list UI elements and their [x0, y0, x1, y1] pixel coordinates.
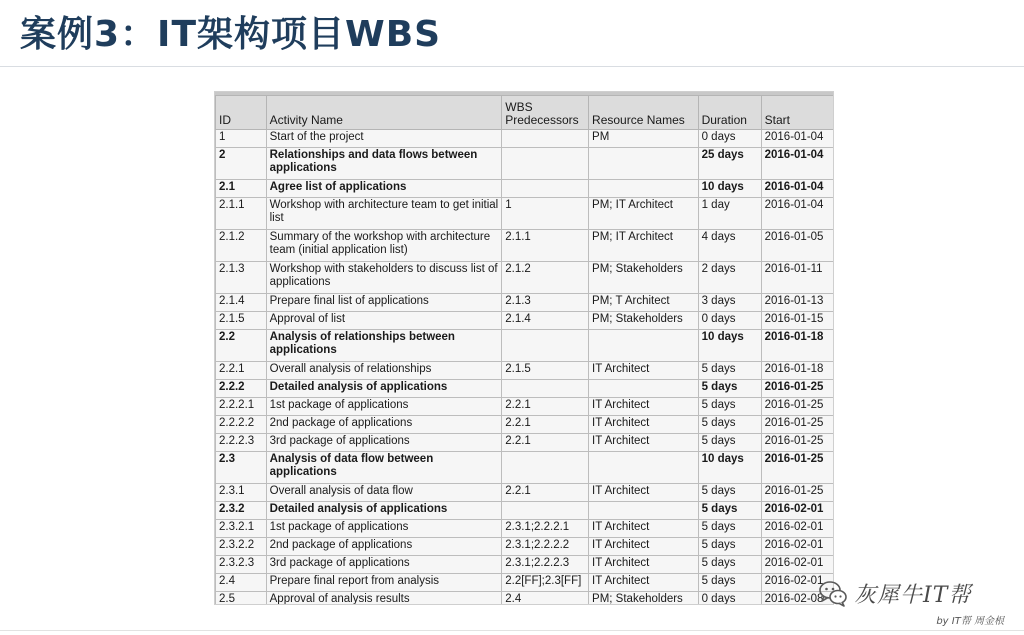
cell-activity-name: 3rd package of applications — [266, 434, 502, 452]
cell-predecessors: 2.2.1 — [502, 484, 589, 502]
cell-id: 2.2.2 — [216, 380, 267, 398]
cell-resource-names: IT Architect — [589, 574, 699, 592]
table-row — [216, 262, 834, 294]
table-row — [216, 416, 834, 434]
cell-predecessors: 2.3.1;2.2.2.1 — [502, 520, 589, 538]
cell-activity-name: Workshop with architecture team to get initial list — [266, 198, 502, 230]
cell-id: 2.2.1 — [216, 362, 267, 380]
cell-id: 2.1 — [216, 180, 267, 198]
author-byline: by IT帮 周金根 — [936, 616, 1004, 627]
cell-duration: 0 days — [698, 312, 761, 330]
cell-start: 2016-01-13 — [761, 294, 833, 312]
cell-start: 2016-01-25 — [761, 398, 833, 416]
cell-duration: 5 days — [698, 538, 761, 556]
cell-duration: 10 days — [698, 180, 761, 198]
cell-start: 2016-02-08 — [761, 592, 833, 606]
cell-start: 2016-01-25 — [761, 452, 833, 484]
cell-id: 1 — [216, 130, 267, 148]
cell-resource-names: IT Architect — [589, 484, 699, 502]
table-row — [216, 294, 834, 312]
cell-id: 2.3.2.1 — [216, 520, 267, 538]
cell-duration: 5 days — [698, 434, 761, 452]
cell-duration: 2 days — [698, 262, 761, 294]
table-body — [216, 130, 834, 606]
table-row — [216, 130, 834, 148]
cell-id: 2.1.3 — [216, 262, 267, 294]
cell-id: 2.2.2.1 — [216, 398, 267, 416]
cell-duration: 10 days — [698, 452, 761, 484]
cell-resource-names — [589, 180, 699, 198]
column-header-activity-name: Activity Name — [266, 96, 502, 130]
cell-duration: 5 days — [698, 362, 761, 380]
cell-duration: 5 days — [698, 520, 761, 538]
cell-resource-names — [589, 380, 699, 398]
cell-activity-name: Prepare final report from analysis — [266, 574, 502, 592]
cell-predecessors — [502, 452, 589, 484]
cell-duration: 5 days — [698, 556, 761, 574]
cell-start: 2016-01-25 — [761, 416, 833, 434]
cell-id: 2.1.1 — [216, 198, 267, 230]
cell-start: 2016-02-01 — [761, 520, 833, 538]
cell-id: 2.3.2.3 — [216, 556, 267, 574]
table-row — [216, 502, 834, 520]
cell-activity-name: 3rd package of applications — [266, 556, 502, 574]
table-row — [216, 592, 834, 606]
cell-id: 2.3 — [216, 452, 267, 484]
cell-start: 2016-01-18 — [761, 330, 833, 362]
wbs-table — [215, 95, 834, 605]
cell-activity-name: Summary of the workshop with architecture team (initial application list) — [266, 230, 502, 262]
cell-id: 2.5 — [216, 592, 267, 606]
table-row — [216, 362, 834, 380]
cell-activity-name: 2nd package of applications — [266, 416, 502, 434]
column-header-id: ID — [216, 96, 267, 130]
cell-predecessors: 2.4 — [502, 592, 589, 606]
cell-resource-names: PM; Stakeholders — [589, 312, 699, 330]
cell-id: 2.2 — [216, 330, 267, 362]
cell-predecessors — [502, 330, 589, 362]
table-row — [216, 538, 834, 556]
table-row — [216, 452, 834, 484]
table-row — [216, 198, 834, 230]
cell-duration: 5 days — [698, 502, 761, 520]
cell-activity-name: Approval of list — [266, 312, 502, 330]
cell-predecessors: 2.1.2 — [502, 262, 589, 294]
slide-title: 案例3：IT架构项目WBS — [20, 14, 442, 55]
cell-start: 2016-02-01 — [761, 538, 833, 556]
cell-predecessors: 2.1.3 — [502, 294, 589, 312]
cell-start: 2016-01-04 — [761, 130, 833, 148]
cell-duration: 3 days — [698, 294, 761, 312]
cell-activity-name: Detailed analysis of applications — [266, 380, 502, 398]
cell-activity-name: Overall analysis of data flow — [266, 484, 502, 502]
cell-id: 2.3.1 — [216, 484, 267, 502]
cell-duration: 25 days — [698, 148, 761, 180]
cell-resource-names: PM; IT Architect — [589, 198, 699, 230]
cell-start: 2016-02-01 — [761, 502, 833, 520]
table-row — [216, 180, 834, 198]
cell-activity-name: 2nd package of applications — [266, 538, 502, 556]
cell-id: 2.3.2 — [216, 502, 267, 520]
table-row — [216, 330, 834, 362]
table-row — [216, 148, 834, 180]
cell-predecessors: 2.1.5 — [502, 362, 589, 380]
cell-resource-names: IT Architect — [589, 434, 699, 452]
cell-activity-name: Overall analysis of relationships — [266, 362, 502, 380]
cell-duration: 0 days — [698, 592, 761, 606]
table-row — [216, 380, 834, 398]
column-header-duration: Duration — [698, 96, 761, 130]
column-header-start: Start — [761, 96, 833, 130]
cell-activity-name: Workshop with stakeholders to discuss list of applications — [266, 262, 502, 294]
table-row — [216, 556, 834, 574]
cell-start: 2016-01-25 — [761, 484, 833, 502]
cell-predecessors — [502, 130, 589, 148]
cell-predecessors: 2.2.1 — [502, 398, 589, 416]
table-row — [216, 230, 834, 262]
cell-resource-names: IT Architect — [589, 538, 699, 556]
cell-predecessors: 2.1.1 — [502, 230, 589, 262]
cell-duration: 5 days — [698, 484, 761, 502]
cell-predecessors: 2.3.1;2.2.2.3 — [502, 556, 589, 574]
cell-duration: 5 days — [698, 398, 761, 416]
cell-resource-names: PM; IT Architect — [589, 230, 699, 262]
cell-start: 2016-01-04 — [761, 180, 833, 198]
cell-resource-names: IT Architect — [589, 520, 699, 538]
cell-start: 2016-01-05 — [761, 230, 833, 262]
cell-resource-names: IT Architect — [589, 556, 699, 574]
cell-predecessors: 2.2.1 — [502, 434, 589, 452]
title-divider — [0, 66, 1024, 67]
cell-resource-names: PM; T Architect — [589, 294, 699, 312]
cell-resource-names: IT Architect — [589, 398, 699, 416]
cell-start: 2016-01-04 — [761, 198, 833, 230]
cell-start: 2016-01-18 — [761, 362, 833, 380]
table-row — [216, 574, 834, 592]
table-row — [216, 434, 834, 452]
cell-start: 2016-01-15 — [761, 312, 833, 330]
cell-predecessors — [502, 148, 589, 180]
cell-start: 2016-02-01 — [761, 556, 833, 574]
table-row — [216, 520, 834, 538]
table-row — [216, 484, 834, 502]
watermark-text: 灰犀牛IT帮 — [854, 582, 972, 608]
cell-duration: 1 day — [698, 198, 761, 230]
cell-id: 2.1.2 — [216, 230, 267, 262]
cell-duration: 5 days — [698, 416, 761, 434]
cell-resource-names — [589, 330, 699, 362]
cell-activity-name: Prepare final list of applications — [266, 294, 502, 312]
cell-start: 2016-02-01 — [761, 574, 833, 592]
cell-duration: 4 days — [698, 230, 761, 262]
cell-start: 2016-01-25 — [761, 380, 833, 398]
cell-activity-name: Start of the project — [266, 130, 502, 148]
cell-id: 2.2.2.2 — [216, 416, 267, 434]
cell-start: 2016-01-11 — [761, 262, 833, 294]
cell-resource-names — [589, 452, 699, 484]
cell-id: 2.2.2.3 — [216, 434, 267, 452]
column-header-resource-names: Resource Names — [589, 96, 699, 130]
cell-predecessors: 2.2[FF];2.3[FF] — [502, 574, 589, 592]
cell-duration: 5 days — [698, 574, 761, 592]
cell-id: 2 — [216, 148, 267, 180]
bottom-divider — [0, 630, 1024, 631]
cell-predecessors — [502, 180, 589, 198]
cell-activity-name: Detailed analysis of applications — [266, 502, 502, 520]
cell-predecessors: 2.2.1 — [502, 416, 589, 434]
cell-resource-names: PM; Stakeholders — [589, 262, 699, 294]
cell-duration: 5 days — [698, 380, 761, 398]
watermark — [818, 577, 971, 609]
table-row — [216, 312, 834, 330]
cell-id: 2.1.5 — [216, 312, 267, 330]
cell-predecessors: 1 — [502, 198, 589, 230]
cell-duration: 10 days — [698, 330, 761, 362]
cell-id: 2.3.2.2 — [216, 538, 267, 556]
table-row — [216, 398, 834, 416]
cell-activity-name: Relationships and data flows between applications — [266, 148, 502, 180]
cell-id: 2.4 — [216, 574, 267, 592]
cell-duration: 0 days — [698, 130, 761, 148]
wbs-table-panel — [214, 91, 834, 605]
cell-resource-names: IT Architect — [589, 416, 699, 434]
cell-predecessors: 2.1.4 — [502, 312, 589, 330]
cell-start: 2016-01-25 — [761, 434, 833, 452]
cell-resource-names — [589, 502, 699, 520]
cell-activity-name: 1st package of applications — [266, 398, 502, 416]
cell-resource-names: IT Architect — [589, 362, 699, 380]
cell-id: 2.1.4 — [216, 294, 267, 312]
cell-activity-name: Approval of analysis results — [266, 592, 502, 606]
cell-resource-names: PM; Stakeholders — [589, 592, 699, 606]
cell-start: 2016-01-04 — [761, 148, 833, 180]
cell-activity-name: Analysis of data flow between applications — [266, 452, 502, 484]
cell-predecessors — [502, 502, 589, 520]
cell-resource-names — [589, 148, 699, 180]
cell-resource-names: PM — [589, 130, 699, 148]
cell-activity-name: Agree list of applications — [266, 180, 502, 198]
cell-predecessors: 2.3.1;2.2.2.2 — [502, 538, 589, 556]
column-header-wbs-predecessors: WBS Predecessors — [502, 96, 589, 130]
cell-activity-name: Analysis of relationships between applications — [266, 330, 502, 362]
wechat-chat-icon — [818, 579, 848, 607]
table-header-row — [216, 96, 834, 130]
cell-predecessors — [502, 380, 589, 398]
cell-activity-name: 1st package of applications — [266, 520, 502, 538]
